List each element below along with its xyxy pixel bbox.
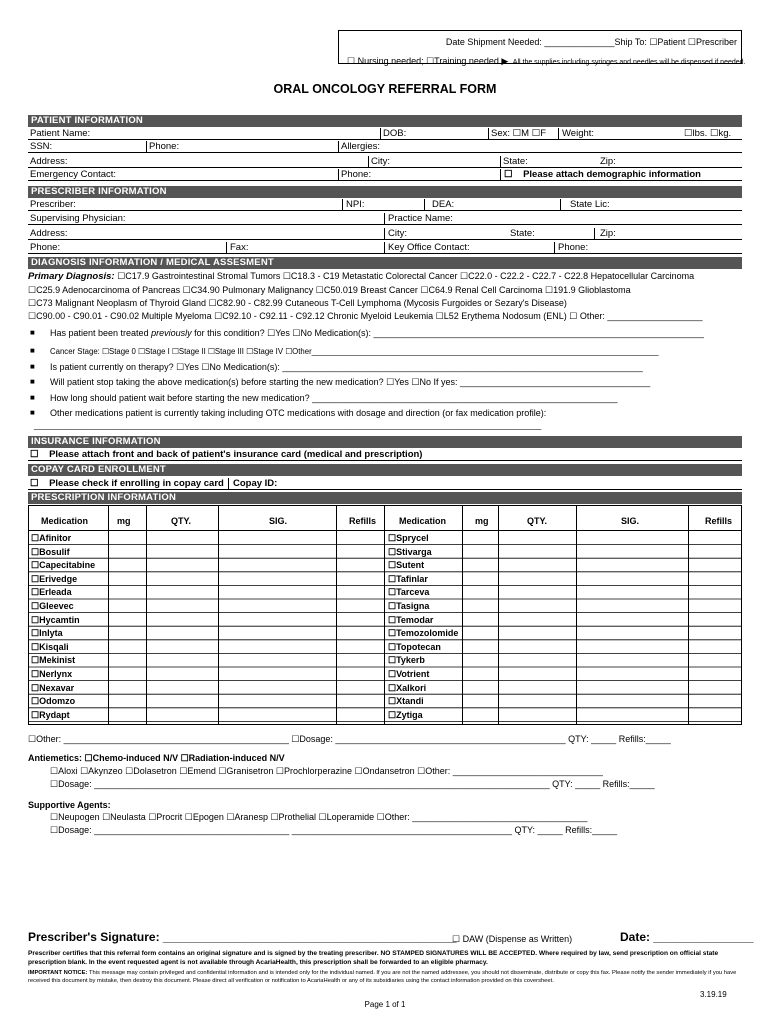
patient-address-field[interactable]: Address:: [30, 156, 68, 167]
signature-date-field[interactable]: Date: _______________: [620, 930, 754, 944]
rx-left-medication-checkbox[interactable]: [30, 696, 75, 707]
rx-left-medication-checkbox[interactable]: [30, 587, 72, 598]
rx-left-medication-checkbox[interactable]: [30, 710, 70, 721]
medication-name: Stivarga: [396, 546, 432, 557]
medication-name: Nexavar: [39, 682, 75, 693]
important-notice: IMPORTANT NOTICE: This message may contain privileged and confidential information and is intended only for the individual named. If you are not the named addressee, you should not disseminate, distribute or copy this fax. Please notify the sender immediately if you have received this document by mistake, then destroy this document. Please direct all verification or notification to AcariaHealth or any of its subsidiaries using the contact information provided on this coversheet.: [28, 970, 737, 984]
checkbox-icon[interactable]: ☐: [388, 614, 397, 625]
previous-treatment-question[interactable]: Has patient been treated previously for this condition? ☐Yes ☐No Medication(s): __________________________________________________________________: [50, 328, 704, 338]
key-office-contact-field[interactable]: Key Office Contact:: [388, 242, 470, 253]
insurance-card-checkbox[interactable]: ☐ Please attach front and back of patient's insurance card (medical and prescription): [30, 449, 423, 460]
rx-left-medication-checkbox[interactable]: [30, 669, 72, 680]
page-number: Page 1 of 1: [364, 1000, 406, 1009]
dea-field[interactable]: DEA:: [432, 199, 455, 210]
medication-name: Tykerb: [396, 655, 425, 666]
prescription-grid: [28, 505, 742, 725]
checkbox-icon[interactable]: ☐: [388, 587, 397, 598]
medication-name: Hycamtin: [39, 614, 80, 625]
checkbox-icon[interactable]: ☐: [31, 655, 40, 666]
medication-name: Bosulif: [39, 546, 70, 557]
key-office-phone-field[interactable]: Phone:: [558, 242, 589, 253]
checkbox-icon[interactable]: ☐: [31, 587, 40, 598]
medication-name: Capecitabine: [39, 560, 96, 571]
rx-right-medication-checkbox[interactable]: [387, 710, 423, 721]
checkbox-icon[interactable]: ☐: [31, 682, 40, 693]
rx-left-medication-checkbox[interactable]: [30, 642, 69, 653]
antiemetics-label[interactable]: Antiemetics: ☐Chemo-induced N/V ☐Radiation-induced N/V: [28, 753, 285, 763]
bullet-icon: ■: [30, 377, 35, 386]
copay-enroll-checkbox[interactable]: ☐ Please check if enrolling in copay card: [30, 478, 224, 489]
checkbox-icon[interactable]: ☐: [388, 696, 397, 707]
diagnosis-options-1[interactable]: ☐C17.9 Gastrointestinal Stromal Tumors ☐C18.3 - C19 Metastatic Colorectal Cancer ☐C22.0 - C22.2 - C22.7 - C22.8 Hepatocellular Carcinoma: [117, 271, 695, 281]
checkbox-icon[interactable]: ☐: [31, 560, 40, 571]
rx-right-medication-checkbox[interactable]: [387, 628, 458, 639]
rx-header-refills-right: Refills: [705, 516, 733, 526]
rx-right-medication-checkbox[interactable]: [387, 669, 429, 680]
bullet-icon: ■: [30, 408, 35, 417]
rx-header-sig-right: SIG.: [621, 516, 640, 526]
supervising-physician-field[interactable]: Supervising Physician:: [30, 213, 126, 224]
checkbox-icon[interactable]: ☐: [388, 682, 397, 693]
copay-row: [28, 478, 742, 490]
rx-right-medication-checkbox[interactable]: [387, 587, 429, 598]
rx-left-medication-checkbox[interactable]: [30, 615, 80, 626]
checkbox-icon[interactable]: ☐: [388, 533, 397, 543]
supportive-agents-label: Supportive Agents:: [28, 800, 111, 810]
stop-medication-question[interactable]: Will patient stop taking the above medication(s) before starting the new medication? ☐Yes ☐No If yes: ______________________________________: [50, 377, 651, 387]
checkbox-icon[interactable]: ☐: [31, 628, 40, 639]
rx-left-medication-checkbox[interactable]: [30, 683, 74, 694]
prescriber-city-field[interactable]: City:: [388, 228, 407, 239]
checkbox-icon[interactable]: ☐: [388, 601, 397, 611]
medication-name: Xtandi: [396, 696, 424, 707]
checkbox-icon[interactable]: ☐: [388, 709, 397, 720]
checkbox-icon[interactable]: ☐: [31, 533, 40, 543]
rx-right-medication-checkbox[interactable]: [387, 547, 432, 558]
shipment-line-1: Date Shipment Needed: ______________Ship To: ☐Patient ☐Prescriber: [445, 37, 737, 47]
rx-right-medication-checkbox[interactable]: [387, 696, 424, 707]
medication-name: Tafinlar: [396, 573, 428, 584]
supportive-agents-dosage[interactable]: ☐Dosage: _______________________________________ ____________________________________________ QTY: _____ Refills:_____: [50, 825, 618, 835]
rx-right-medication-checkbox[interactable]: [387, 615, 433, 626]
wait-time-question[interactable]: How long should patient wait before starting the new medication? _____________________________________________________________: [50, 393, 618, 403]
medication-name: Odomzo: [39, 696, 76, 707]
patient-row-3: [28, 156, 742, 168]
rx-right-medication-checkbox[interactable]: [387, 574, 428, 585]
diagnosis-line-3[interactable]: ☐C73 Malignant Neoplasm of Thyroid Gland ☐C82.90 - C82.99 Cutaneous T-Cell Lymphoma (Mycosis Furgoides or Sezary's Disease): [28, 298, 567, 308]
checkbox-icon[interactable]: ☐: [388, 573, 397, 584]
bullet-icon: ■: [30, 362, 35, 371]
medication-name: Nerlynx: [39, 669, 73, 679]
rx-left-medication-checkbox[interactable]: [30, 655, 75, 666]
diagnosis-line-4[interactable]: ☐C90.00 - C90.01 - C90.02 Multiple Myeloma ☐C92.10 - C92.11 - C92.12 Chronic Myeloid Leukemia ☐L52 Erythema Nodosum (ENL) ☐ Other: ___________________: [28, 311, 703, 321]
copay-header: COPAY CARD ENROLLMENT: [28, 464, 742, 476]
medication-name: Afinitor: [39, 533, 72, 543]
medication-name: Kisqali: [39, 641, 69, 652]
patient-phone-field[interactable]: Phone:: [149, 141, 180, 152]
prescriber-fax-field[interactable]: Fax:: [230, 242, 249, 253]
insurance-header: INSURANCE INFORMATION: [28, 436, 742, 448]
rx-right-medication-checkbox[interactable]: [387, 601, 429, 612]
prescription-table: [28, 505, 742, 725]
medication-name: Zytiga: [396, 709, 423, 720]
rx-left-medication-checkbox[interactable]: [30, 533, 71, 544]
practice-name-field[interactable]: Practice Name:: [388, 213, 453, 224]
medication-name: Erleada: [39, 587, 72, 598]
insurance-row: [28, 449, 742, 461]
bullet-icon: ■: [30, 393, 35, 402]
prescription-header: PRESCRIPTION INFORMATION: [28, 492, 742, 504]
rx-right-medication-checkbox[interactable]: [387, 533, 429, 544]
patient-row-1: [28, 128, 742, 140]
prescriber-state-field[interactable]: State:: [510, 228, 535, 239]
prescriber-row-2: [28, 213, 742, 225]
current-therapy-question[interactable]: Is patient currently on therapy? ☐Yes ☐No Medication(s): ________________________________________________________________________: [50, 362, 643, 372]
diagnosis-line-2[interactable]: ☐C25.9 Adenocarcinoma of Pancreas ☐C34.90 Pulmonary Malignancy ☐C50.019 Breast Cancer ☐C64.9 Renal Cell Carcinoma ☐191.9 Glioblastoma: [28, 285, 631, 295]
rx-header-refills-left: Refills: [349, 516, 377, 526]
primary-diagnosis-label: Primary Diagnosis:: [28, 271, 115, 282]
prescriber-row-1: [28, 199, 742, 211]
rx-header-medication-right: Medication: [399, 516, 447, 526]
nursing-training-options[interactable]: ☐ Nursing needed; ☐Training needed ▶: [347, 56, 509, 66]
form-version: 3.19.19: [700, 990, 727, 999]
rx-left-medication-checkbox[interactable]: [30, 560, 95, 571]
checkbox-icon[interactable]: ☐: [31, 573, 40, 584]
other-medication-line[interactable]: ☐Other: _____________________________________________ ☐Dosage: ______________________________________________ QTY: _____ Refills:_____: [28, 734, 671, 744]
checkbox-icon[interactable]: ☐: [31, 614, 40, 625]
prescriber-row-4: [28, 242, 742, 254]
checkbox-icon[interactable]: ☐: [31, 641, 40, 652]
checkbox-icon[interactable]: ☐: [31, 669, 40, 679]
prescriber-information-header: PRESCRIBER INFORMATION: [28, 186, 742, 198]
medication-name: Erivedge: [39, 573, 78, 584]
emergency-phone-field[interactable]: Phone:: [341, 169, 372, 180]
sex-field[interactable]: Sex: ☐M ☐F: [491, 128, 547, 139]
rx-header-mg-right: mg: [475, 516, 489, 526]
shipment-line-2: [347, 51, 746, 69]
rx-right-medication-checkbox[interactable]: [387, 560, 424, 571]
rx-right-medication-checkbox[interactable]: [387, 683, 426, 694]
medication-name: Tarceva: [396, 587, 430, 598]
diagnosis-header: DIAGNOSIS INFORMATION / MEDICAL ASSESMENT: [28, 257, 742, 269]
prescriber-row-3: [28, 228, 742, 240]
patient-state-field[interactable]: State:: [503, 156, 528, 167]
supportive-agents-options[interactable]: ☐Neupogen ☐Neulasta ☐Procrit ☐Epogen ☐Aranesp ☐Prothelial ☐Loperamide ☐Other: ___________________________________: [50, 812, 588, 822]
patient-row-2: [28, 141, 742, 153]
daw-checkbox[interactable]: ☐ DAW (Dispense as Written): [452, 934, 573, 944]
ssn-field[interactable]: SSN:: [30, 141, 53, 152]
shipment-box: [338, 30, 746, 66]
state-license-field[interactable]: State Lic:: [570, 199, 610, 210]
prescriber-zip-field[interactable]: Zip:: [600, 228, 616, 239]
checkbox-icon[interactable]: ☐: [388, 628, 397, 639]
rx-header-qty-left: QTY.: [171, 516, 192, 526]
checkbox-icon[interactable]: ☐: [31, 696, 40, 707]
form-title: ORAL ONCOLOGY REFERRAL FORM: [273, 82, 497, 96]
checkbox-icon[interactable]: ☐: [388, 546, 397, 557]
medication-name: Sutent: [396, 560, 425, 571]
copay-id-field[interactable]: Copay ID:: [233, 478, 278, 489]
dob-field[interactable]: DOB:: [383, 128, 407, 139]
medication-name: Temozolomide: [396, 628, 459, 639]
patient-row-4: [28, 169, 742, 181]
antiemetics-options[interactable]: ☐Aloxi ☐Akynzeo ☐Dolasetron ☐Emend ☐Granisetron ☐Prochlorperazine ☐Ondansetron ☐Other: ______________________________: [50, 766, 603, 776]
medication-name: Tasigna: [396, 601, 430, 611]
npi-field[interactable]: NPI:: [346, 199, 365, 210]
rx-header-mg-left: mg: [117, 516, 131, 526]
checkbox-icon[interactable]: ☐: [31, 546, 40, 557]
rx-left-medication-checkbox[interactable]: [30, 601, 74, 612]
rx-header-sig-left: SIG.: [269, 516, 288, 526]
patient-zip-field[interactable]: Zip:: [600, 156, 616, 167]
checkbox-icon[interactable]: ☐: [388, 560, 397, 571]
prescriber-address-field[interactable]: Address:: [30, 228, 68, 239]
prescriber-phone-field[interactable]: Phone:: [30, 242, 61, 253]
supplies-note: All the supplies including syringes and needles will be dispensed if needed.: [512, 59, 746, 66]
prescriber-field[interactable]: Prescriber:: [30, 199, 76, 210]
rx-right-medication-checkbox[interactable]: [387, 655, 425, 666]
medication-name: Rydapt: [39, 709, 70, 720]
rx-left-medication-checkbox[interactable]: [30, 628, 63, 639]
other-medications-question[interactable]: Other medications patient is currently taking including OTC medications with dosage and direction (or fax medication profile):: [50, 408, 547, 418]
weight-field[interactable]: Weight:: [562, 128, 595, 139]
medication-name: Temodar: [396, 614, 434, 625]
antiemetics-dosage[interactable]: ☐Dosage: ___________________________________________________________________________________________ QTY: _____ Refills:_____: [50, 779, 655, 789]
allergies-field[interactable]: Allergies:: [341, 141, 381, 152]
patient-information-header: PATIENT INFORMATION: [28, 115, 742, 127]
attach-demographic-checkbox[interactable]: ☐ Please attach demographic information: [504, 169, 701, 180]
checkbox-icon[interactable]: ☐: [31, 601, 40, 611]
rx-header-medication-left: Medication: [41, 516, 89, 526]
medication-name: Sprycel: [396, 533, 429, 543]
patient-city-field[interactable]: City:: [371, 156, 390, 167]
prescriber-signature-field[interactable]: Prescriber's Signature: ____________________________________________: [28, 930, 457, 944]
diagnosis-line-1[interactable]: [28, 271, 694, 282]
medication-name: Inlyta: [39, 628, 63, 639]
rx-left-medication-checkbox[interactable]: [30, 547, 70, 558]
emergency-contact-field[interactable]: Emergency Contact:: [30, 169, 117, 180]
rx-left-medication-checkbox[interactable]: [30, 574, 77, 585]
medication-name: Votrient: [396, 669, 430, 679]
rx-right-medication-checkbox[interactable]: [387, 642, 441, 653]
checkbox-icon[interactable]: ☐: [388, 669, 397, 679]
weight-units[interactable]: ☐lbs. ☐kg.: [684, 128, 732, 139]
medication-name: Mekinist: [39, 655, 76, 666]
checkbox-icon[interactable]: ☐: [31, 709, 40, 720]
checkbox-icon[interactable]: ☐: [388, 641, 397, 652]
patient-name-field[interactable]: Patient Name:: [30, 128, 91, 139]
medication-name: Topotecan: [396, 641, 441, 652]
other-medications-line[interactable]: __________________________________________________________________________________________________________________: [34, 421, 542, 430]
bullet-icon: ■: [30, 328, 35, 337]
bullet-icon: ■: [30, 346, 35, 355]
medication-name: Xalkori: [396, 682, 427, 693]
prescriber-certification: Prescriber certifies that this referral form contains an original signature and is signed by the treating prescriber. NO STAMPED SIGNATURES WILL BE ACCEPTED. Where required by law, send prescription on official state prescription blank. In the event requested agent is not available through AcariaHealth, this prescription shall be forwarded to an eligible pharmacy.: [28, 950, 719, 966]
cancer-stage-question[interactable]: Cancer Stage: ☐Stage 0 ☐Stage I ☐Stage II ☐Stage III ☐Stage IV ☐Other________________________________________________________________________________: [50, 347, 659, 356]
rx-header-qty-right: QTY.: [527, 516, 548, 526]
checkbox-icon[interactable]: ☐: [388, 655, 397, 666]
medication-name: Gleevec: [39, 601, 74, 611]
